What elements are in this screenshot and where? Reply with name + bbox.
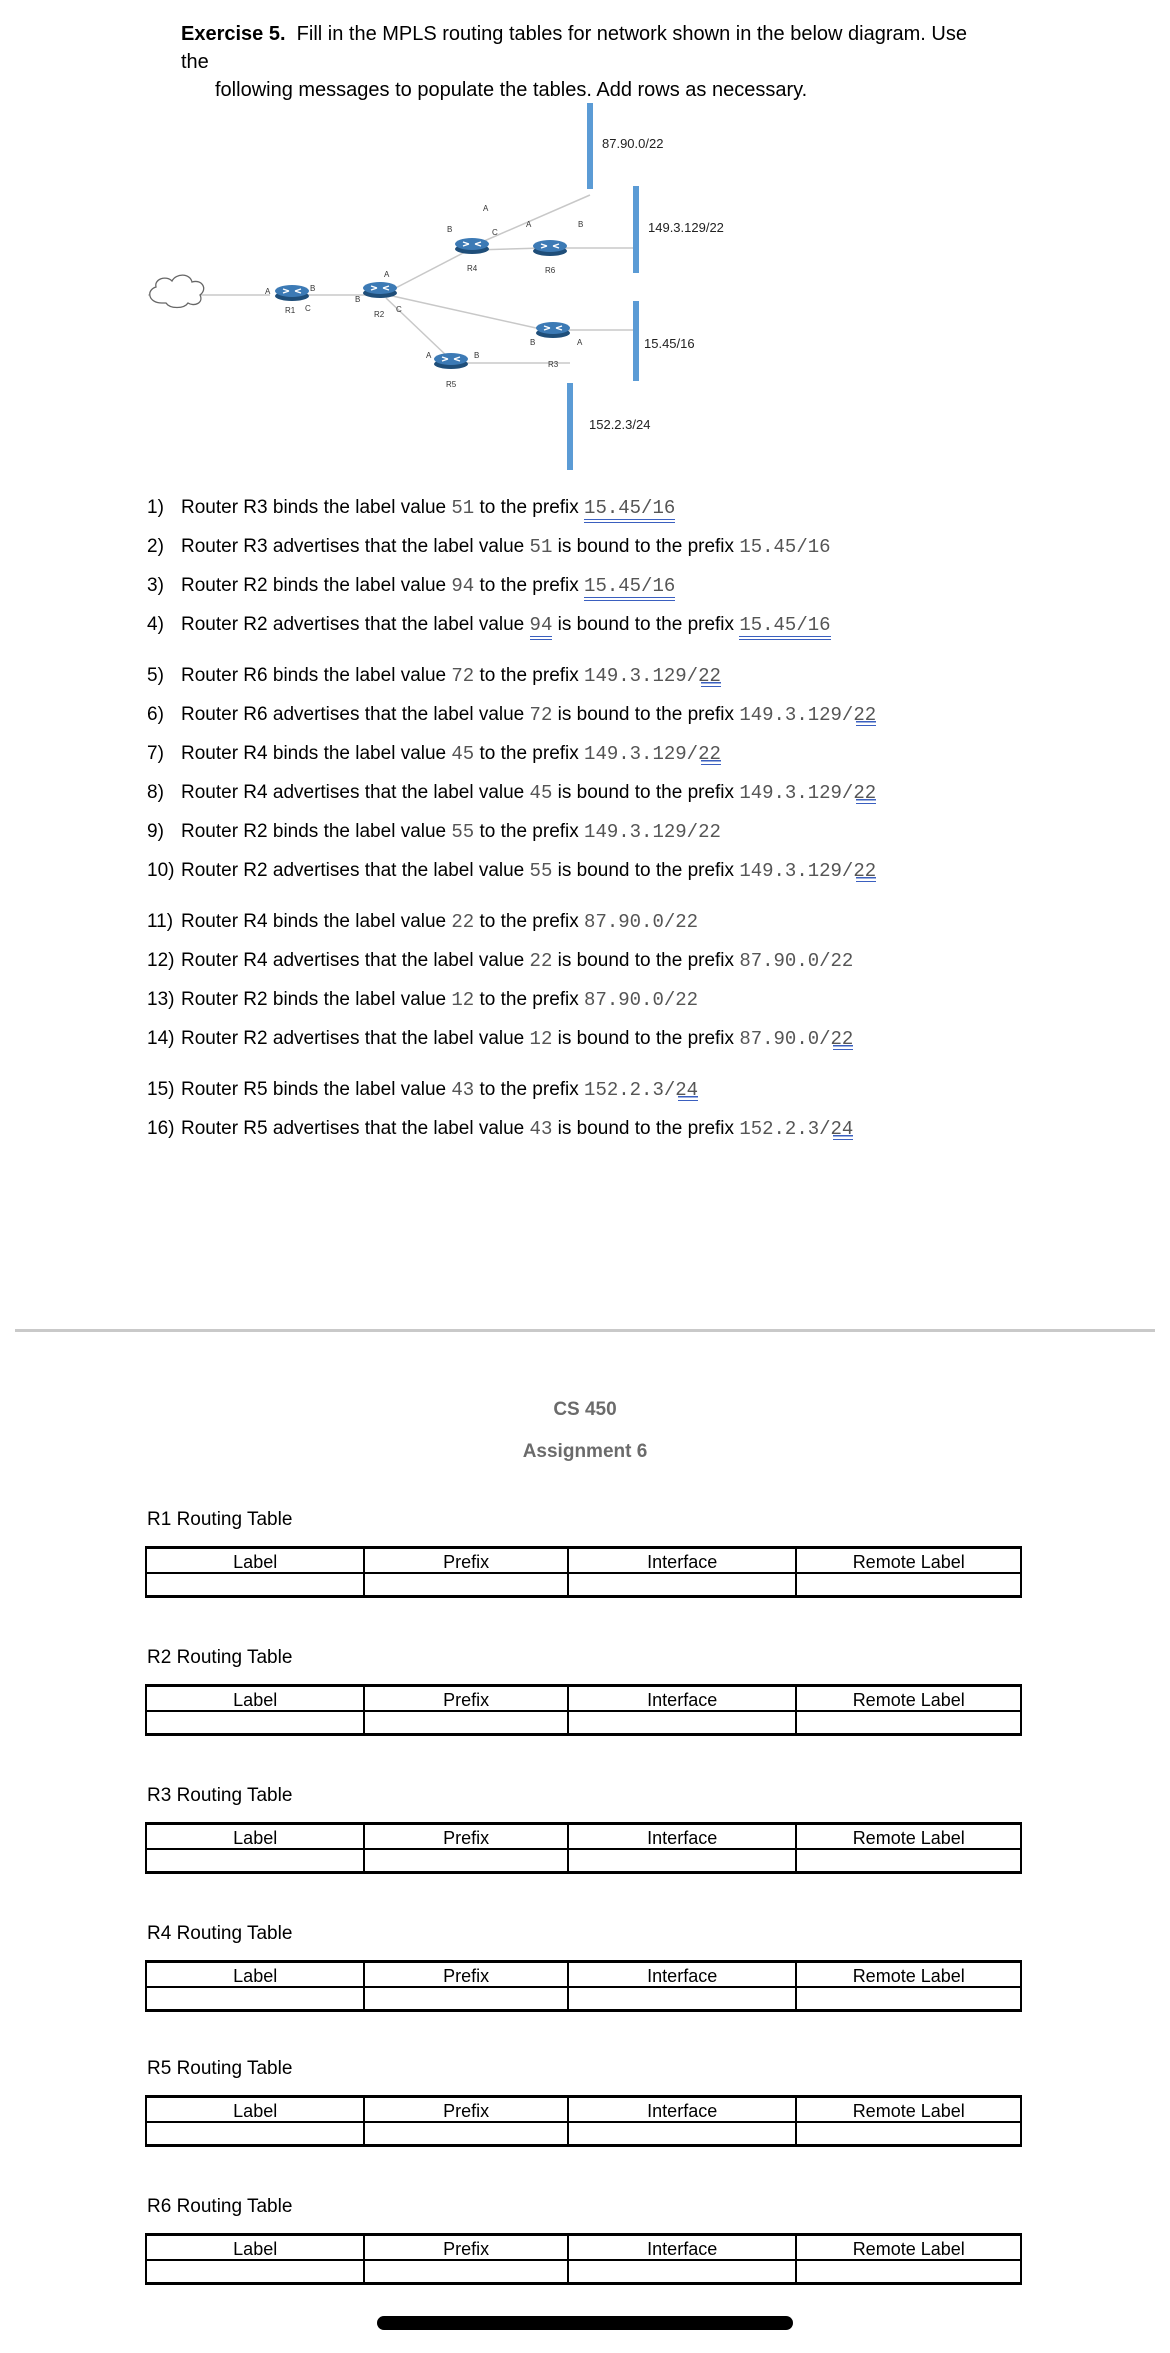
message-item	[147, 773, 1107, 812]
column-header-interface: Interface	[568, 1686, 797, 1712]
column-header-interface: Interface	[568, 1824, 797, 1850]
step-number: 2)	[147, 536, 164, 557]
message-list	[147, 488, 1107, 1148]
table-cell[interactable]	[568, 1987, 797, 2011]
table-cell[interactable]	[568, 1711, 797, 1735]
message-item	[147, 902, 1107, 941]
step-text: Router R2 advertises that the label value	[181, 614, 525, 635]
step-label-value: 12	[451, 989, 475, 1011]
step-number: 16)	[147, 1118, 175, 1139]
exercise-number: Exercise 5.	[181, 23, 286, 45]
table-cell[interactable]	[796, 1573, 1021, 1597]
step-text: to the prefix	[479, 575, 579, 596]
svg-text:A: A	[384, 270, 390, 279]
network-bar-15-45	[633, 301, 639, 381]
message-item	[147, 1019, 1107, 1058]
table-cell[interactable]	[796, 1987, 1021, 2011]
table-row[interactable]	[146, 1849, 1021, 1873]
step-number: 4)	[147, 614, 164, 635]
step-text: Router R4 binds the label value	[181, 911, 447, 932]
svg-text:B: B	[530, 338, 536, 347]
step-text: Router R2 advertises that the label value	[181, 1028, 525, 1049]
step-number: 11)	[147, 911, 174, 932]
step-text: to the prefix	[479, 497, 579, 518]
routing-table-title: R5 Routing Table	[147, 2058, 293, 2079]
step-text: Router R2 binds the label value	[181, 989, 447, 1010]
step-prefix: 15.45/16	[584, 575, 675, 601]
step-text: Router R4 binds the label value	[181, 743, 447, 764]
column-header-label: Label	[146, 1686, 364, 1712]
table-cell[interactable]	[796, 2122, 1021, 2146]
routing-table	[145, 2233, 1022, 2285]
svg-text:B: B	[578, 220, 584, 229]
routing-table	[145, 2095, 1022, 2147]
column-header-prefix: Prefix	[364, 2097, 568, 2123]
step-number: 15)	[147, 1079, 175, 1100]
step-text: to the prefix	[479, 821, 579, 842]
table-cell[interactable]	[146, 1849, 364, 1873]
table-cell[interactable]	[796, 2260, 1021, 2284]
step-text: is bound to the prefix	[557, 536, 735, 557]
table-cell[interactable]	[146, 1711, 364, 1735]
step-text: to the prefix	[479, 989, 579, 1010]
svg-text:R1: R1	[285, 306, 296, 315]
step-text: Router R2 advertises that the label value	[181, 860, 525, 881]
table-row[interactable]	[146, 1711, 1021, 1735]
step-prefix: 149.3.129/22	[739, 860, 877, 882]
step-prefix: 15.45/16	[584, 497, 675, 523]
routing-table-title: R2 Routing Table	[147, 1647, 293, 1668]
step-prefix: 87.90.0/22	[739, 950, 854, 972]
step-number: 13)	[147, 989, 175, 1010]
message-item	[147, 566, 1107, 605]
network-label-149-3: 149.3.129/22	[648, 220, 724, 235]
step-label-value: 94	[530, 614, 553, 640]
svg-text:R4: R4	[467, 264, 478, 273]
step-text: Router R4 advertises that the label value	[181, 782, 525, 803]
column-header-prefix: Prefix	[364, 1686, 568, 1712]
table-cell[interactable]	[364, 1711, 568, 1735]
routing-table-title: R1 Routing Table	[147, 1509, 293, 1530]
column-header-label: Label	[146, 1962, 364, 1988]
column-header-label: Label	[146, 1548, 364, 1574]
step-text: is bound to the prefix	[557, 614, 735, 635]
step-prefix: 15.45/16	[739, 614, 830, 640]
step-number: 7)	[147, 743, 164, 764]
column-header-interface: Interface	[568, 2235, 797, 2261]
step-number: 1)	[147, 497, 164, 518]
message-item	[147, 605, 1107, 644]
svg-text:A: A	[483, 204, 489, 213]
column-header-remote-label: Remote Label	[796, 2235, 1021, 2261]
column-header-remote-label: Remote Label	[796, 1962, 1021, 1988]
step-text: Router R5 advertises that the label value	[181, 1118, 525, 1139]
svg-text:C: C	[396, 305, 402, 314]
step-text: Router R6 advertises that the label value	[181, 704, 525, 725]
step-label-value: 45	[451, 743, 475, 765]
step-label-value: 45	[529, 782, 553, 804]
links	[148, 195, 636, 363]
network-label-87-90: 87.90.0/22	[602, 136, 664, 151]
step-prefix: 15.45/16	[739, 536, 831, 558]
assignment-title: Assignment 6	[522, 1441, 648, 1462]
step-prefix: 149.3.129/22	[739, 704, 877, 726]
table-cell[interactable]	[568, 1573, 797, 1597]
step-text: Router R2 binds the label value	[181, 821, 447, 842]
table-cell[interactable]	[568, 2122, 797, 2146]
column-header-label: Label	[146, 2097, 364, 2123]
svg-text:R6: R6	[545, 266, 556, 275]
table-cell[interactable]	[364, 1849, 568, 1873]
column-header-interface: Interface	[568, 2097, 797, 2123]
network-bar-87-90	[587, 103, 593, 189]
step-text: to the prefix	[479, 665, 579, 686]
step-number: 9)	[147, 821, 164, 842]
message-item	[147, 1109, 1107, 1148]
step-text: Router R3 binds the label value	[181, 497, 447, 518]
table-cell[interactable]	[146, 1987, 364, 2011]
table-header-row	[146, 2235, 1021, 2261]
step-text: is bound to the prefix	[557, 950, 735, 971]
message-item	[147, 980, 1107, 1019]
step-prefix: 149.3.129/22	[584, 665, 721, 687]
table-cell[interactable]	[146, 2260, 364, 2284]
step-number: 14)	[147, 1028, 175, 1049]
network-label-152-2: 152.2.3/24	[589, 417, 651, 432]
exercise-line-1: Fill in the MPLS routing tables for network shown in the below diagram. Use the	[181, 23, 967, 73]
svg-text:B: B	[310, 284, 316, 293]
page-2	[0, 1332, 1170, 2353]
routing-table	[145, 1822, 1022, 1874]
table-cell[interactable]	[568, 2260, 797, 2284]
network-bar-149-3	[633, 186, 639, 273]
step-prefix: 87.90.0/22	[584, 989, 699, 1011]
svg-text:B: B	[355, 295, 361, 304]
step-text: Router R6 binds the label value	[181, 665, 447, 686]
table-row[interactable]	[146, 1573, 1021, 1597]
table-cell[interactable]	[796, 1711, 1021, 1735]
message-item	[147, 488, 1107, 527]
table-row[interactable]	[146, 2122, 1021, 2146]
routing-table	[145, 1546, 1022, 1598]
column-header-prefix: Prefix	[364, 2235, 568, 2261]
step-text: Router R3 advertises that the label value	[181, 536, 525, 557]
step-text: is bound to the prefix	[557, 1028, 735, 1049]
step-prefix: 149.3.129/22	[739, 782, 877, 804]
message-item	[147, 527, 1107, 566]
message-item	[147, 656, 1107, 695]
svg-text:B: B	[474, 351, 480, 360]
step-text: is bound to the prefix	[557, 1118, 735, 1139]
step-label-value: 43	[451, 1079, 475, 1101]
svg-text:A: A	[265, 287, 271, 296]
routing-table	[145, 1684, 1022, 1736]
table-cell[interactable]	[146, 1573, 364, 1597]
column-header-remote-label: Remote Label	[796, 1824, 1021, 1850]
step-text: is bound to the prefix	[557, 782, 735, 803]
svg-text:C: C	[305, 304, 311, 313]
svg-text:R5: R5	[446, 380, 457, 389]
table-cell[interactable]	[568, 1849, 797, 1873]
step-label-value: 72	[529, 704, 553, 726]
svg-text:A: A	[577, 338, 583, 347]
router-r1	[265, 284, 315, 315]
message-item	[147, 851, 1107, 890]
table-header-row	[146, 2097, 1021, 2123]
step-text: Router R2 binds the label value	[181, 575, 447, 596]
step-label-value: 55	[451, 821, 475, 843]
table-cell[interactable]	[364, 2122, 568, 2146]
step-label-value: 22	[451, 911, 475, 933]
router-r3	[530, 322, 583, 369]
step-text: Router R5 binds the label value	[181, 1079, 447, 1100]
step-label-value: 12	[529, 1028, 553, 1050]
cloud-icon	[150, 275, 204, 307]
step-label-value: 43	[529, 1118, 553, 1140]
table-cell[interactable]	[796, 1849, 1021, 1873]
step-number: 12)	[147, 950, 175, 971]
table-header-row	[146, 1962, 1021, 1988]
table-header-row	[146, 1686, 1021, 1712]
step-text: is bound to the prefix	[557, 860, 735, 881]
step-prefix: 152.2.3/24	[739, 1118, 854, 1140]
course-name: CS 450	[553, 1399, 617, 1420]
routing-table-title: R3 Routing Table	[147, 1785, 293, 1806]
column-header-label: Label	[146, 2235, 364, 2261]
step-label-value: 55	[529, 860, 553, 882]
step-number: 6)	[147, 704, 164, 725]
step-prefix: 87.90.0/22	[584, 911, 699, 933]
network-bar-152-2	[567, 383, 573, 470]
step-text: to the prefix	[479, 911, 579, 932]
column-header-prefix: Prefix	[364, 1824, 568, 1850]
step-number: 8)	[147, 782, 164, 803]
network-label-15-45: 15.45/16	[644, 336, 695, 351]
svg-text:A: A	[426, 351, 432, 360]
step-label-value: 94	[451, 575, 475, 597]
routing-table-title: R4 Routing Table	[147, 1923, 293, 1944]
router-r5	[426, 351, 479, 389]
step-prefix: 152.2.3/24	[584, 1079, 699, 1101]
column-header-remote-label: Remote Label	[796, 1686, 1021, 1712]
step-number: 10)	[147, 860, 175, 881]
column-header-interface: Interface	[568, 1548, 797, 1574]
step-text: is bound to the prefix	[557, 704, 735, 725]
message-item	[147, 1070, 1107, 1109]
home-indicator[interactable]	[377, 2316, 793, 2330]
column-header-label: Label	[146, 1824, 364, 1850]
table-header-row	[146, 1548, 1021, 1574]
step-text: Router R4 advertises that the label value	[181, 950, 525, 971]
svg-text:B: B	[447, 225, 453, 234]
table-row[interactable]	[146, 2260, 1021, 2284]
step-label-value: 22	[529, 950, 553, 972]
step-text: to the prefix	[479, 1079, 579, 1100]
network-diagram	[140, 95, 740, 475]
column-header-prefix: Prefix	[364, 1962, 568, 1988]
step-label-value: 72	[451, 665, 475, 687]
svg-text:R3: R3	[548, 360, 559, 369]
table-cell[interactable]	[364, 1987, 568, 2011]
table-row[interactable]	[146, 1987, 1021, 2011]
svg-text:C: C	[492, 228, 498, 237]
step-prefix: 87.90.0/22	[739, 1028, 854, 1050]
svg-text:A: A	[526, 220, 532, 229]
routing-table-title: R6 Routing Table	[147, 2196, 293, 2217]
table-cell[interactable]	[146, 2122, 364, 2146]
step-label-value: 51	[451, 497, 475, 519]
step-prefix: 149.3.129/22	[584, 743, 721, 765]
routing-table	[145, 1960, 1022, 2012]
step-label-value: 51	[529, 536, 553, 558]
message-item	[147, 812, 1107, 851]
column-header-interface: Interface	[568, 1962, 797, 1988]
column-header-remote-label: Remote Label	[796, 2097, 1021, 2123]
exercise-line-2: following messages to populate the tables. Add rows as necessary.	[215, 79, 808, 101]
step-text: to the prefix	[479, 743, 579, 764]
message-item	[147, 695, 1107, 734]
table-header-row	[146, 1824, 1021, 1850]
message-item	[147, 734, 1107, 773]
step-number: 5)	[147, 665, 164, 686]
table-cell[interactable]	[364, 1573, 568, 1597]
step-prefix: 149.3.129/22	[584, 821, 721, 843]
column-header-prefix: Prefix	[364, 1548, 568, 1574]
table-cell[interactable]	[364, 2260, 568, 2284]
column-header-remote-label: Remote Label	[796, 1548, 1021, 1574]
step-number: 3)	[147, 575, 164, 596]
exercise-instructions	[181, 20, 981, 104]
message-item	[147, 941, 1107, 980]
svg-text:R2: R2	[374, 310, 385, 319]
